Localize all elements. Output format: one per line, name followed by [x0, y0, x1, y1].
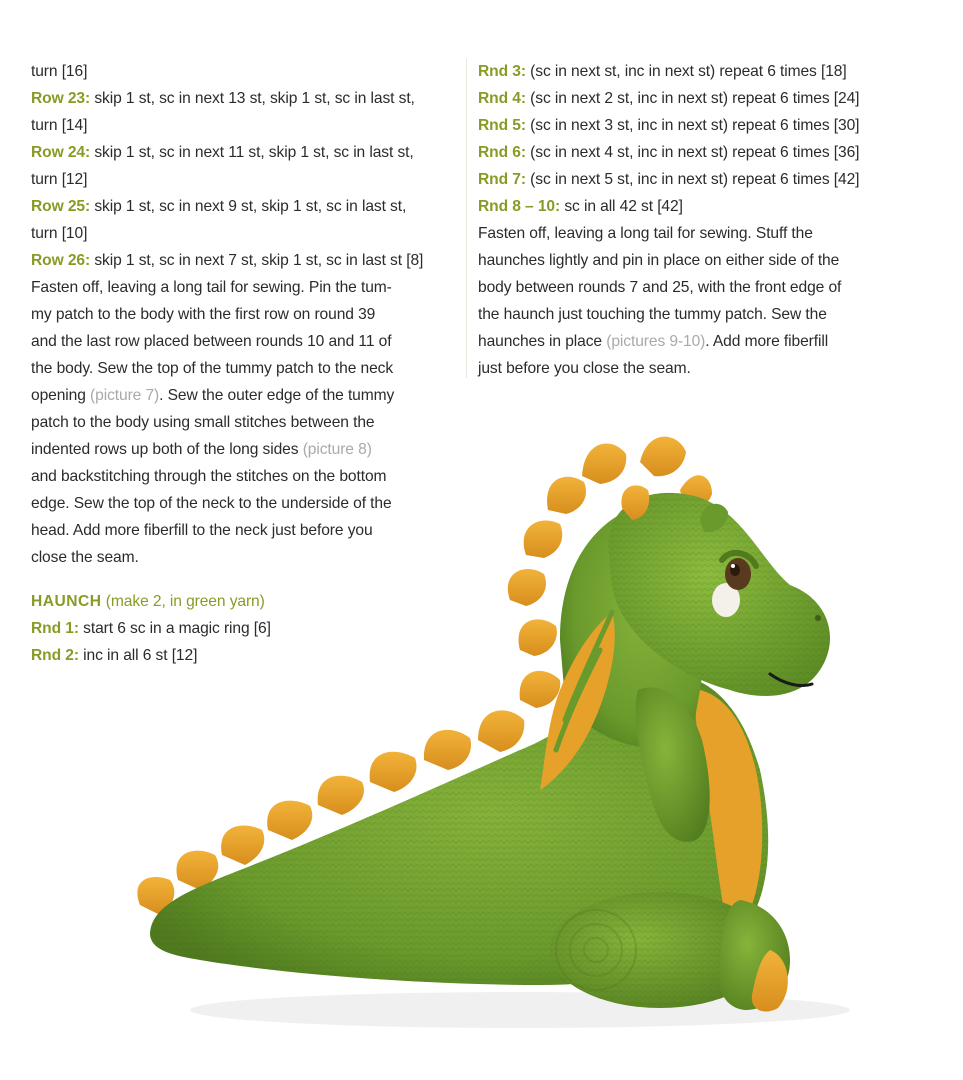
round-text: (sc in next 4 st, inc in next st) repeat 6 times [36]: [525, 144, 860, 161]
haunch-note: (make 2, in green yarn): [101, 593, 265, 610]
row-text: turn [10]: [31, 225, 88, 242]
paragraph-line: haunches lightly and pin in place on either side of the: [478, 252, 840, 269]
row-text: skip 1 st, sc in next 9 st, skip 1 st, sc in last st,: [90, 198, 407, 215]
round-label: Rnd 1:: [31, 620, 79, 637]
picture-reference: (pictures 9-10): [606, 333, 706, 350]
row-label: Row 23:: [31, 90, 91, 107]
haunch-heading: HAUNCH: [31, 593, 102, 610]
round-text: (sc in next 3 st, inc in next st) repeat 6 times [30]: [525, 117, 860, 134]
paragraph-line: the body. Sew the top of the tummy patch to the neck: [31, 360, 394, 377]
round-text: sc in all 42 st [42]: [560, 198, 683, 215]
paragraph-line: body between rounds 7 and 25, with the front edge of: [478, 279, 842, 296]
line-text: indented rows up both of the long sides: [31, 441, 303, 458]
round-text: (sc in next st, inc in next st) repeat 6 times [18]: [525, 63, 847, 80]
paragraph-line: my patch to the body with the first row on round 39: [31, 306, 376, 323]
paragraph-line: Fasten off, leaving a long tail for sewing. Pin the tum-: [31, 279, 392, 296]
paragraph-line: the haunch just touching the tummy patch. Sew the: [478, 306, 827, 323]
line-text: . Add more fiberfill: [705, 333, 829, 350]
round-text: (sc in next 2 st, inc in next st) repeat 6 times [24]: [525, 90, 860, 107]
paragraph-line: edge. Sew the top of the neck to the underside of the: [31, 495, 392, 512]
paragraph-line: and the last row placed between rounds 10 and 11 of: [31, 333, 392, 350]
picture-reference: (picture 8): [302, 441, 372, 458]
row-label: Row 26:: [31, 252, 91, 269]
row-label: Row 25:: [31, 198, 91, 215]
row-text: skip 1 st, sc in next 11 st, skip 1 st, sc in last st,: [90, 144, 414, 161]
paragraph-line: close the seam.: [31, 549, 139, 566]
row-label: Row 24:: [31, 144, 91, 161]
row-text: turn [12]: [31, 171, 88, 188]
round-label: Rnd 2:: [31, 647, 79, 664]
round-label: Rnd 6:: [478, 144, 526, 161]
row-text: skip 1 st, sc in next 7 st, skip 1 st, sc in last st [8]: [90, 252, 424, 269]
line-text: opening: [31, 387, 91, 404]
round-label: Rnd 8 – 10:: [478, 198, 561, 215]
paragraph-line: head. Add more fiberfill to the neck just before you: [31, 522, 373, 539]
picture-reference: (picture 7): [90, 387, 160, 404]
row-text: turn [16]: [31, 63, 88, 80]
round-label: Rnd 5:: [478, 117, 526, 134]
paragraph-line: and backstitching through the stitches on the bottom: [31, 468, 387, 485]
round-text: start 6 sc in a magic ring [6]: [78, 620, 271, 637]
round-label: Rnd 3:: [478, 63, 526, 80]
round-text: inc in all 6 st [12]: [78, 647, 198, 664]
round-label: Rnd 7:: [478, 171, 526, 188]
nostril: [815, 615, 821, 621]
round-text: (sc in next 5 st, inc in next st) repeat 6 times [42]: [525, 171, 860, 188]
row-text: turn [14]: [31, 117, 88, 134]
round-label: Rnd 4:: [478, 90, 526, 107]
paragraph-line: patch to the body using small stitches between the: [31, 414, 375, 431]
line-text: haunches in place: [478, 333, 607, 350]
paragraph-line: just before you close the seam.: [478, 360, 691, 377]
line-text: . Sew the outer edge of the tummy: [159, 387, 395, 404]
paragraph-line: Fasten off, leaving a long tail for sewing. Stuff the: [478, 225, 813, 242]
row-text: skip 1 st, sc in next 13 st, skip 1 st, sc in last st,: [90, 90, 415, 107]
